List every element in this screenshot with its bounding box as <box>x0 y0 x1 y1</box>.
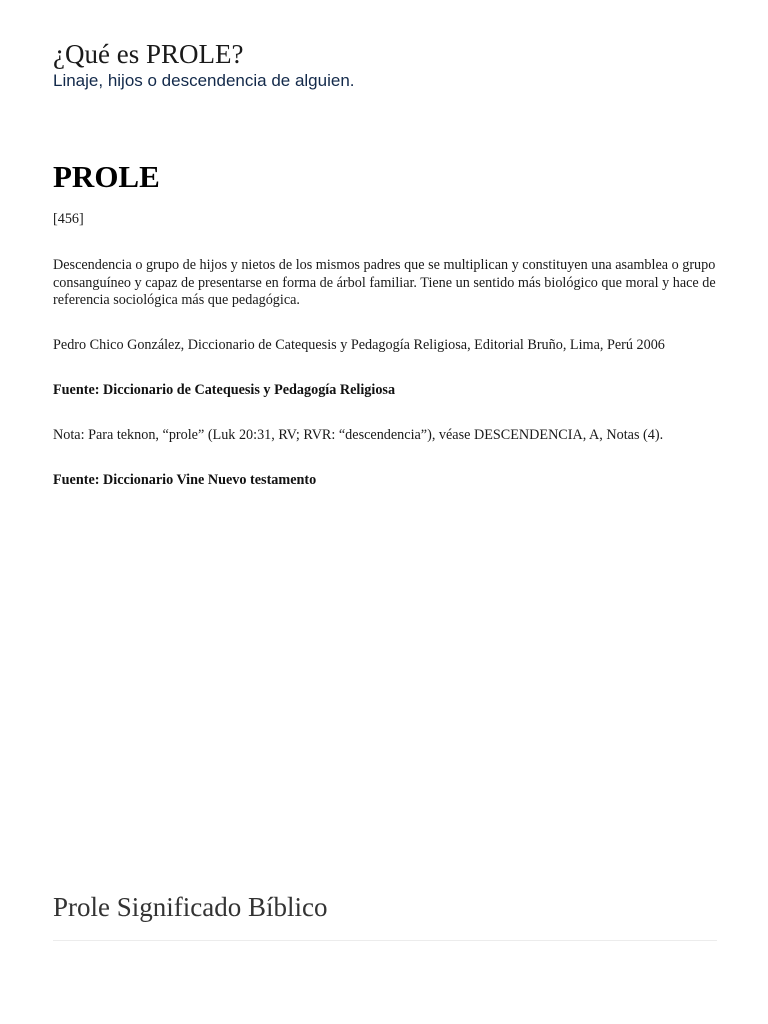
page-title: ¿Qué es PROLE? <box>53 39 244 69</box>
entry-heading: PROLE <box>53 159 160 194</box>
note-paragraph: Nota: Para teknon, “prole” (Luk 20:31, RV; RVR: “descendencia”), véase DESCENDENCIA, A, Notas (4). <box>53 427 664 443</box>
definition-paragraph: Descendencia o grupo de hijos y nietos de los mismos padres que se multiplican y constituyen una asamblea o grupo consanguíneo y capaz de presentarse en forma de árbol familiar. Tiene un sentido más biológico que moral y hace de referencia sociológica más que pedagógica. <box>53 257 716 308</box>
divider <box>53 940 717 941</box>
source-vine: Fuente: Diccionario Vine Nuevo testamento <box>53 472 317 488</box>
source-catequesis: Fuente: Diccionario de Catequesis y Pedagogía Religiosa <box>53 382 396 398</box>
reference-number: [456] <box>53 211 84 227</box>
page-subtitle: Linaje, hijos o descendencia de alguien. <box>53 71 355 90</box>
section-title-biblical-meaning: Prole Significado Bíblico <box>53 892 328 922</box>
citation-paragraph: Pedro Chico González, Diccionario de Catequesis y Pedagogía Religiosa, Editorial Bruño, Lima, Perú 2006 <box>53 337 665 353</box>
